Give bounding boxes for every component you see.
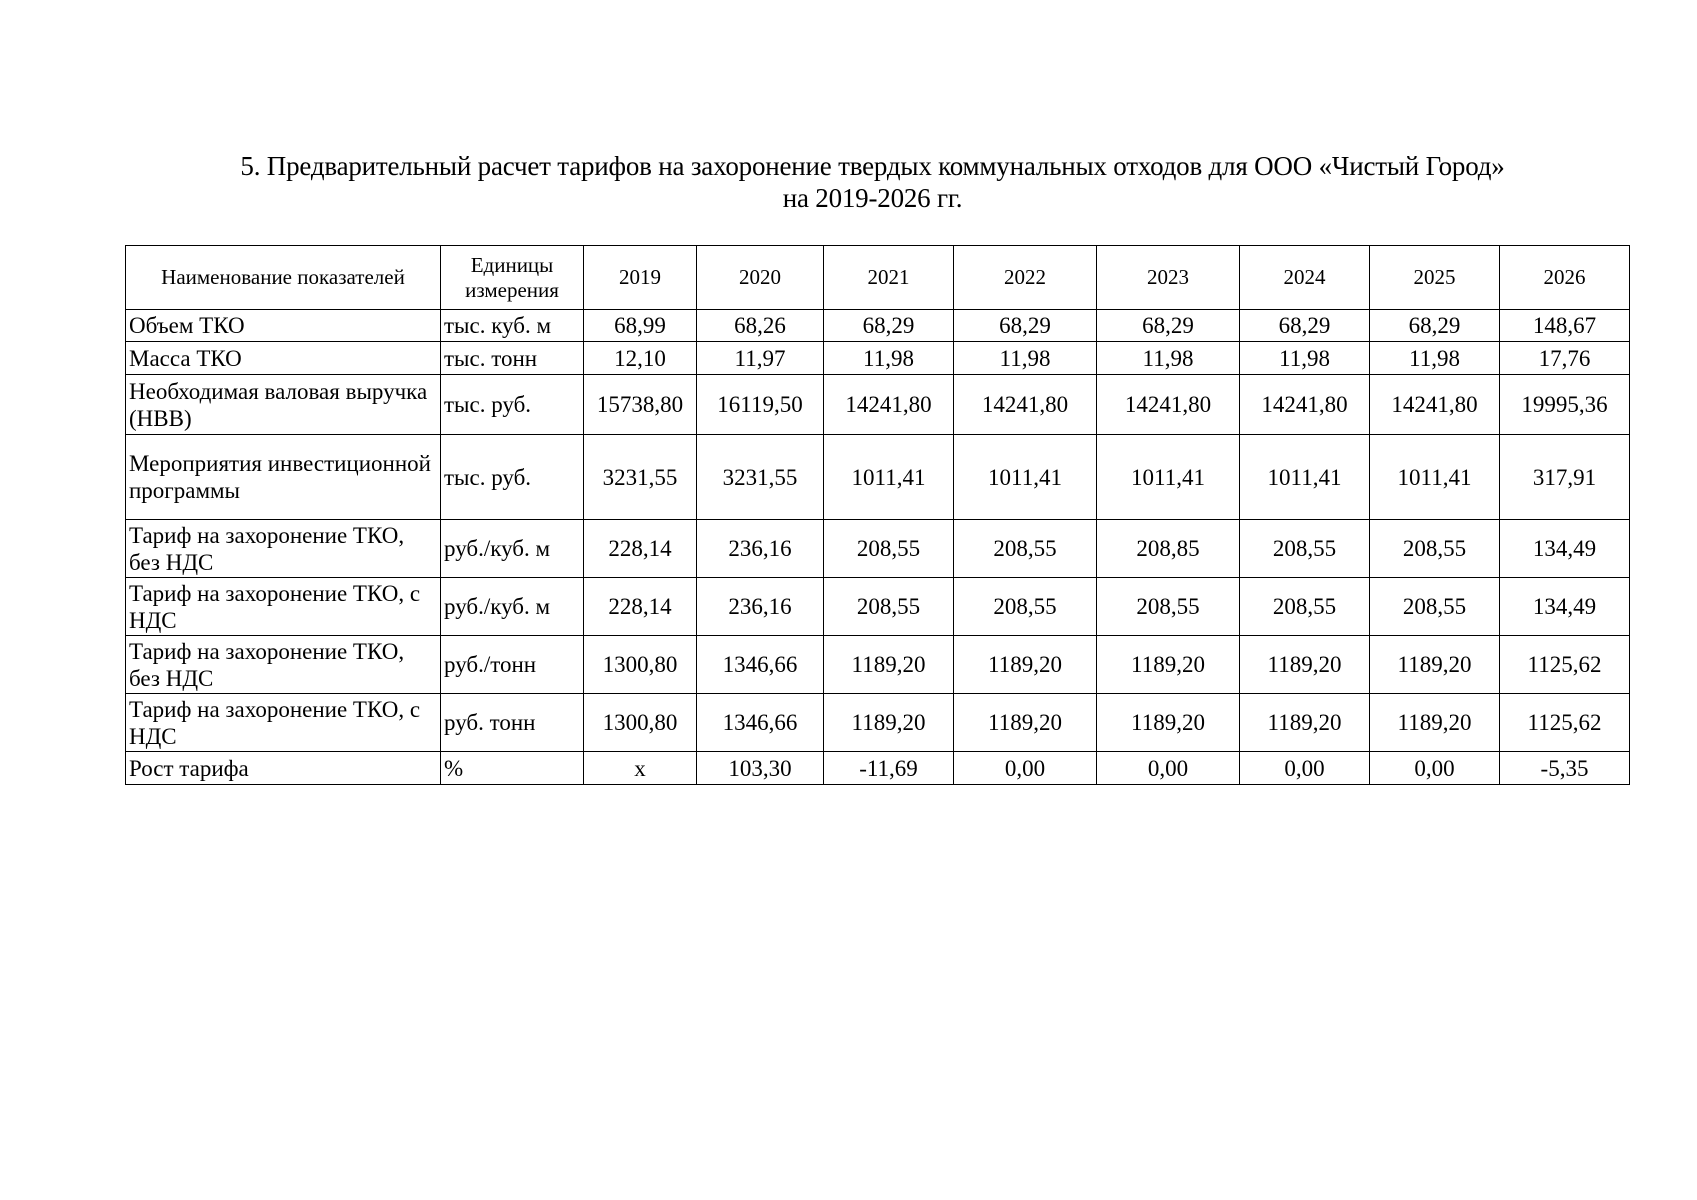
value-cell: 14241,80	[1370, 375, 1500, 435]
value-cell: 1189,20	[824, 694, 954, 752]
table-row	[126, 310, 1630, 342]
row-name: Необходимая валовая выручка (НВВ)	[126, 375, 441, 435]
value-cell: 11,98	[1240, 342, 1370, 375]
value-cell: 0,00	[1370, 752, 1500, 785]
value-cell: 1125,62	[1500, 694, 1630, 752]
value-cell: 12,10	[584, 342, 697, 375]
value-cell: 1189,20	[954, 694, 1097, 752]
row-unit: руб./куб. м	[441, 578, 584, 636]
value-cell: 68,29	[1240, 310, 1370, 342]
value-cell: 208,55	[824, 578, 954, 636]
header-unit: Единицы измерения	[441, 246, 584, 310]
value-cell: 1189,20	[1097, 636, 1240, 694]
row-name: Объем ТКО	[126, 310, 441, 342]
header-year: 2020	[697, 246, 824, 310]
value-cell: 1346,66	[697, 694, 824, 752]
table-row	[126, 342, 1630, 375]
value-cell: 208,55	[1097, 578, 1240, 636]
value-cell: 1011,41	[824, 435, 954, 520]
value-cell: 1189,20	[954, 636, 1097, 694]
header-year: 2023	[1097, 246, 1240, 310]
value-cell: 1189,20	[824, 636, 954, 694]
value-cell: 14241,80	[824, 375, 954, 435]
value-cell: 0,00	[954, 752, 1097, 785]
header-year: 2019	[584, 246, 697, 310]
row-unit: %	[441, 752, 584, 785]
title-line-1: 5. Предварительный расчет тарифов на захоронение твердых коммунальных отходов для ООО «Чистый Город»	[240, 151, 1505, 181]
table-row	[126, 752, 1630, 785]
value-cell: 11,98	[1097, 342, 1240, 375]
value-cell: 236,16	[697, 578, 824, 636]
value-cell: 17,76	[1500, 342, 1630, 375]
value-cell: 0,00	[1240, 752, 1370, 785]
value-cell: 208,55	[1240, 578, 1370, 636]
value-cell: 148,67	[1500, 310, 1630, 342]
value-cell: 11,98	[824, 342, 954, 375]
value-cell: 1189,20	[1370, 694, 1500, 752]
value-cell: 16119,50	[697, 375, 824, 435]
value-cell: 228,14	[584, 578, 697, 636]
value-cell: 68,99	[584, 310, 697, 342]
value-cell: 1300,80	[584, 694, 697, 752]
value-cell: 208,55	[1370, 520, 1500, 578]
value-cell: 103,30	[697, 752, 824, 785]
row-unit: тыс. куб. м	[441, 310, 584, 342]
header-year: 2022	[954, 246, 1097, 310]
value-cell: 208,55	[824, 520, 954, 578]
value-cell: 11,98	[1370, 342, 1500, 375]
value-cell: 1125,62	[1500, 636, 1630, 694]
row-unit: руб. тонн	[441, 694, 584, 752]
row-name: Рост тарифа	[126, 752, 441, 785]
table-row	[126, 694, 1630, 752]
value-cell: 208,55	[954, 520, 1097, 578]
value-cell: 208,55	[954, 578, 1097, 636]
value-cell: 1189,20	[1240, 636, 1370, 694]
value-cell: 68,26	[697, 310, 824, 342]
title-line-2: на 2019-2026 гг.	[782, 183, 963, 213]
value-cell: 1189,20	[1097, 694, 1240, 752]
row-unit: тыс. тонн	[441, 342, 584, 375]
value-cell: 3231,55	[584, 435, 697, 520]
value-cell: 0,00	[1097, 752, 1240, 785]
value-cell: 208,85	[1097, 520, 1240, 578]
value-cell: 68,29	[1370, 310, 1500, 342]
value-cell: 1011,41	[1240, 435, 1370, 520]
row-name: Тариф на захоронение ТКО, без НДС	[126, 636, 441, 694]
value-cell: 1346,66	[697, 636, 824, 694]
table-header-row	[126, 246, 1630, 310]
header-year: 2024	[1240, 246, 1370, 310]
value-cell: 3231,55	[697, 435, 824, 520]
row-name: Тариф на захоронение ТКО, с НДС	[126, 578, 441, 636]
value-cell: 1189,20	[1240, 694, 1370, 752]
value-cell: 317,91	[1500, 435, 1630, 520]
value-cell: х	[584, 752, 697, 785]
row-name: Тариф на захоронение ТКО, без НДС	[126, 520, 441, 578]
value-cell: 11,98	[954, 342, 1097, 375]
header-year: 2021	[824, 246, 954, 310]
row-name: Масса ТКО	[126, 342, 441, 375]
document-title	[0, 150, 1697, 214]
value-cell: 1011,41	[1097, 435, 1240, 520]
value-cell: 19995,36	[1500, 375, 1630, 435]
value-cell: 14241,80	[1097, 375, 1240, 435]
row-unit: тыс. руб.	[441, 435, 584, 520]
row-name: Тариф на захоронение ТКО, с НДС	[126, 694, 441, 752]
value-cell: 1300,80	[584, 636, 697, 694]
value-cell: 68,29	[824, 310, 954, 342]
value-cell: 236,16	[697, 520, 824, 578]
value-cell: -11,69	[824, 752, 954, 785]
header-year: 2026	[1500, 246, 1630, 310]
value-cell: 1189,20	[1370, 636, 1500, 694]
value-cell: 208,55	[1370, 578, 1500, 636]
value-cell: 15738,80	[584, 375, 697, 435]
value-cell: 208,55	[1240, 520, 1370, 578]
tariff-table	[125, 245, 1630, 785]
row-name: Мероприятия инвестиционной программы	[126, 435, 441, 520]
value-cell: 14241,80	[1240, 375, 1370, 435]
table-row	[126, 636, 1630, 694]
table-row	[126, 375, 1630, 435]
row-unit: руб./куб. м	[441, 520, 584, 578]
header-year: 2025	[1370, 246, 1500, 310]
row-unit: тыс. руб.	[441, 375, 584, 435]
table-row	[126, 435, 1630, 520]
value-cell: 1011,41	[954, 435, 1097, 520]
value-cell: -5,35	[1500, 752, 1630, 785]
table-row	[126, 520, 1630, 578]
value-cell: 134,49	[1500, 520, 1630, 578]
value-cell: 14241,80	[954, 375, 1097, 435]
row-unit: руб./тонн	[441, 636, 584, 694]
table-row	[126, 578, 1630, 636]
value-cell: 1011,41	[1370, 435, 1500, 520]
header-name: Наименование показателей	[126, 246, 441, 310]
value-cell: 68,29	[954, 310, 1097, 342]
value-cell: 228,14	[584, 520, 697, 578]
value-cell: 11,97	[697, 342, 824, 375]
value-cell: 134,49	[1500, 578, 1630, 636]
value-cell: 68,29	[1097, 310, 1240, 342]
